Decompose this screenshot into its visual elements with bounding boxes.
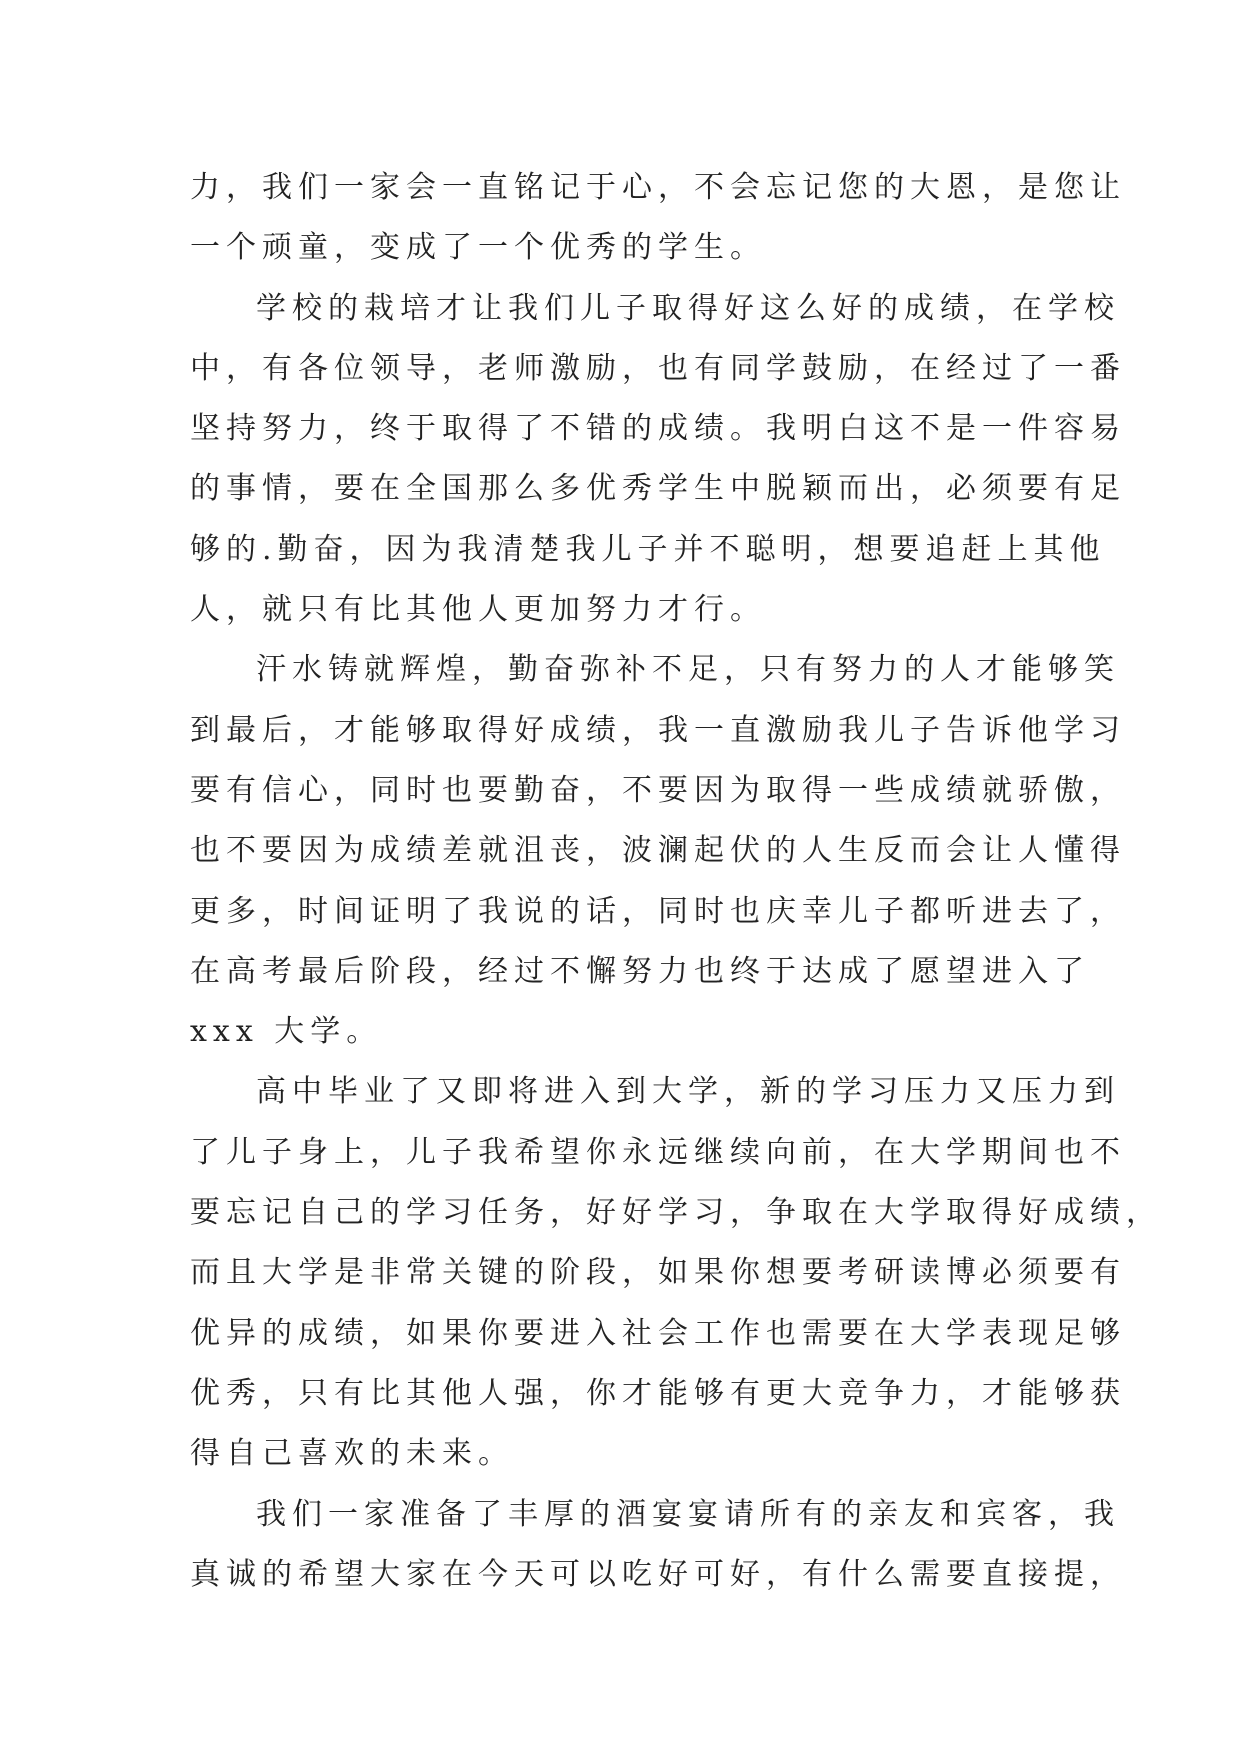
- text-line: 而且大学是非常关键的阶段，如果你想要考研读博必须要有: [190, 1255, 1126, 1291]
- text-line: 汗水铸就辉煌，勤奋弥补不足，只有努力的人才能够笑: [256, 652, 1120, 688]
- text-line: 的事情，要在全国那么多优秀学生中脱颖而出，必须要有足: [190, 471, 1126, 507]
- text-line: 一个顽童，变成了一个优秀的学生。: [190, 230, 766, 266]
- paragraph-1: [190, 158, 1126, 279]
- document-body: [190, 158, 1162, 1605]
- text-line: 要忘记自己的学习任务，好好学习，争取在大学取得好成绩，: [190, 1195, 1162, 1231]
- paragraph-2: [190, 279, 1126, 641]
- text-line: 优秀，只有比其他人强，你才能够有更大竞争力，才能够获: [190, 1375, 1126, 1411]
- text-line: 学校的栽培才让我们儿子取得好这么好的成绩，在学校: [256, 290, 1120, 326]
- text-line: 坚持努力，终于取得了不错的成绩。我明白这不是一件容易: [190, 411, 1126, 447]
- text-line: 高中毕业了又即将进入到大学，新的学习压力又压力到: [256, 1074, 1120, 1110]
- text-line: 优异的成绩，如果你要进入社会工作也需要在大学表现足够: [190, 1315, 1126, 1351]
- text-line: 得自己喜欢的未来。: [190, 1436, 514, 1472]
- paragraph-5: [190, 1485, 1126, 1606]
- text-line: 力，我们一家会一直铭记于心，不会忘记您的大恩，是您让: [190, 170, 1126, 205]
- paragraph-3: [190, 640, 1126, 1062]
- text-line: xxx 大学。: [190, 1014, 383, 1050]
- text-line: 了儿子身上，儿子我希望你永远继续向前，在大学期间也不: [190, 1134, 1126, 1170]
- text-line: 够的.勤奋，因为我清楚我儿子并不聪明，想要追赶上其他: [190, 531, 1106, 567]
- text-line: 中，有各位领导，老师激励，也有同学鼓励，在经过了一番: [190, 350, 1126, 386]
- text-line: 也不要因为成绩差就沮丧，波澜起伏的人生反而会让人懂得: [190, 833, 1126, 869]
- text-line: 要有信心，同时也要勤奋，不要因为取得一些成绩就骄傲，: [190, 772, 1126, 808]
- text-line: 在高考最后阶段，经过不懈努力也终于达成了愿望进入了: [190, 953, 1090, 989]
- paragraph-4: [190, 1062, 1162, 1484]
- text-line: 到最后，才能够取得好成绩，我一直激励我儿子告诉他学习: [190, 712, 1126, 748]
- text-line: 更多，时间证明了我说的话，同时也庆幸儿子都听进去了，: [190, 893, 1126, 929]
- text-line: 真诚的希望大家在今天可以吃好可好，有什么需要直接提，: [190, 1556, 1126, 1592]
- text-line: 我们一家准备了丰厚的酒宴宴请所有的亲友和宾客，我: [256, 1496, 1120, 1532]
- text-line: 人，就只有比其他人更加努力才行。: [190, 592, 766, 628]
